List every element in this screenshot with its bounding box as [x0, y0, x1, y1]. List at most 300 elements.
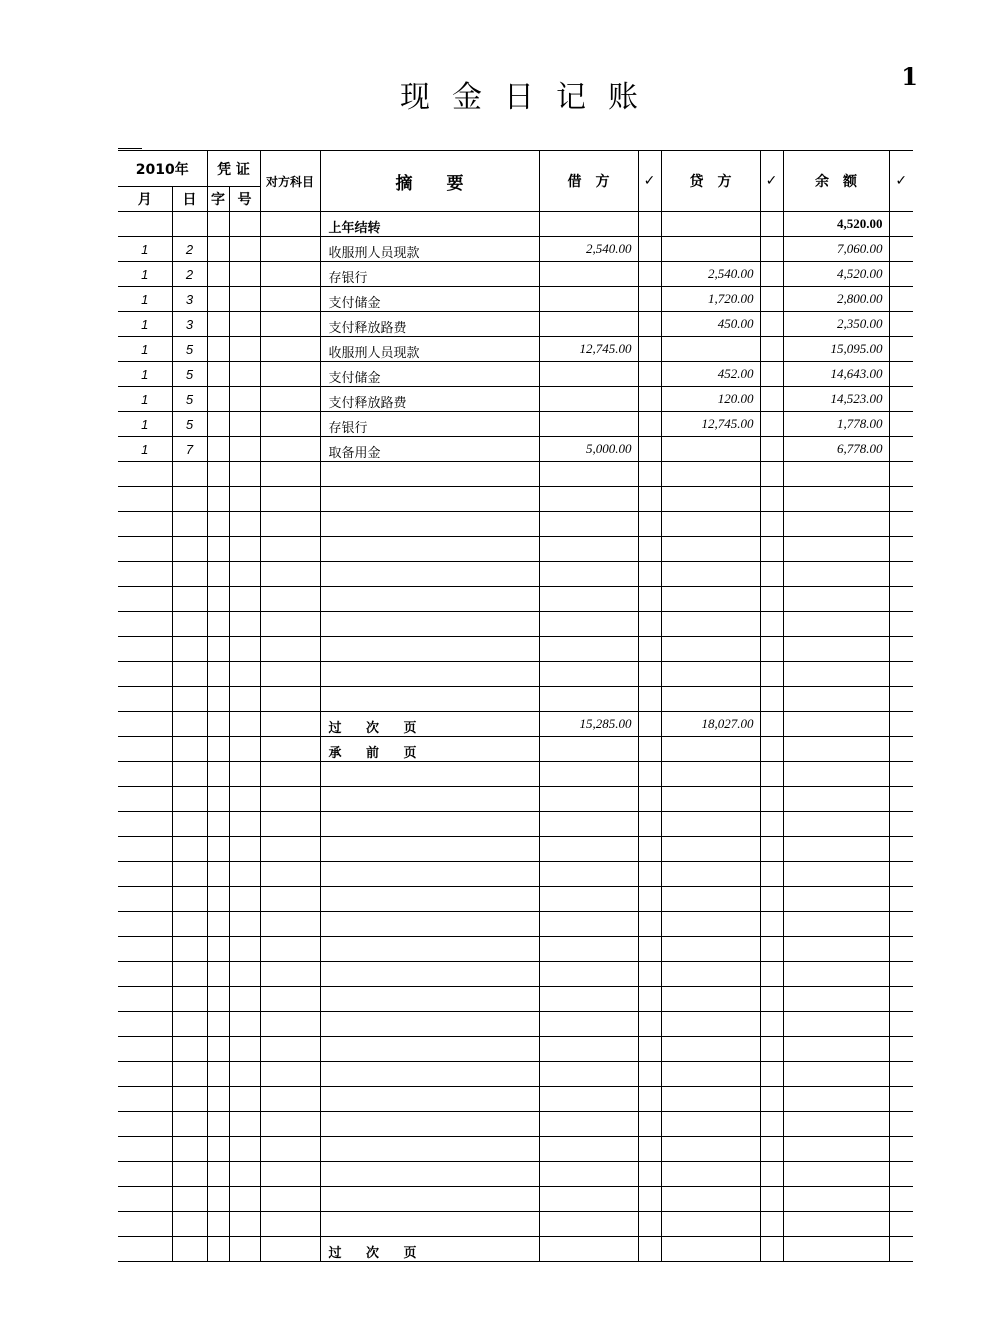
cell-debit: 2,540.00: [539, 237, 638, 262]
cell-voucher-no: [229, 1112, 260, 1137]
cell-month: [118, 962, 172, 987]
cell-month: [118, 787, 172, 812]
cell-voucher-no: [229, 912, 260, 937]
cell-voucher-no: [229, 787, 260, 812]
cell-debit: [539, 562, 638, 587]
cell-balance-check: [889, 812, 913, 837]
cell-credit-check: [760, 1112, 783, 1137]
cell-debit-check: [638, 1137, 661, 1162]
page-number: 1: [901, 62, 918, 91]
cell-counter-account: [260, 437, 320, 462]
cell-debit: [539, 737, 638, 762]
cell-voucher-no: [229, 762, 260, 787]
cell-credit-check: [760, 1212, 783, 1237]
cell-debit: [539, 1112, 638, 1137]
cell-credit: 18,027.00: [661, 712, 760, 737]
cell-voucher-type: [207, 1187, 229, 1212]
cell-month: [118, 1012, 172, 1037]
cell-debit: [539, 962, 638, 987]
cell-voucher-no: [229, 1212, 260, 1237]
cell-balance-check: [889, 787, 913, 812]
cell-credit: [661, 337, 760, 362]
cell-credit: [661, 762, 760, 787]
cell-balance: 2,800.00: [783, 287, 889, 312]
cell-voucher-type: [207, 237, 229, 262]
cell-summary: 支付储金: [320, 362, 539, 387]
cell-balance: 14,523.00: [783, 387, 889, 412]
cell-voucher-type: [207, 912, 229, 937]
cell-debit-check: [638, 762, 661, 787]
cell-balance-check: [889, 562, 913, 587]
cell-balance-check: [889, 937, 913, 962]
cell-day: [172, 662, 207, 687]
cell-voucher-no: [229, 487, 260, 512]
cell-month: 1: [118, 387, 172, 412]
cell-voucher-no: [229, 612, 260, 637]
blank-row: [118, 887, 913, 912]
cell-balance-check: [889, 662, 913, 687]
cell-voucher-no: [229, 262, 260, 287]
cell-month: [118, 987, 172, 1012]
cell-voucher-no: [229, 237, 260, 262]
cell-debit: [539, 287, 638, 312]
cell-credit-check: [760, 1087, 783, 1112]
cell-balance: [783, 1162, 889, 1187]
cell-balance-check: [889, 437, 913, 462]
cell-credit: [661, 587, 760, 612]
cell-voucher-no: [229, 1137, 260, 1162]
cell-credit-check: [760, 287, 783, 312]
cell-counter-account: [260, 1012, 320, 1037]
blank-row: [118, 912, 913, 937]
cell-debit: [539, 1087, 638, 1112]
cell-voucher-no: [229, 812, 260, 837]
cell-voucher-type: [207, 687, 229, 712]
cell-summary: [320, 612, 539, 637]
cell-month: 1: [118, 237, 172, 262]
cell-counter-account: [260, 1212, 320, 1237]
cell-credit: 450.00: [661, 312, 760, 337]
cell-day: [172, 1012, 207, 1037]
cell-credit-check: [760, 487, 783, 512]
cell-voucher-type: [207, 712, 229, 737]
cell-debit: [539, 387, 638, 412]
cell-summary: [320, 462, 539, 487]
cell-day: 5: [172, 337, 207, 362]
cell-balance-check: [889, 1237, 913, 1262]
cell-credit: [661, 212, 760, 237]
cell-voucher-type: [207, 587, 229, 612]
cell-voucher-type: [207, 562, 229, 587]
cell-summary: [320, 962, 539, 987]
cell-balance-check: [889, 962, 913, 987]
cell-balance: [783, 1187, 889, 1212]
cell-balance-check: [889, 987, 913, 1012]
blank-row: [118, 812, 913, 837]
cell-credit-check: [760, 237, 783, 262]
cell-day: [172, 637, 207, 662]
cell-voucher-no: [229, 437, 260, 462]
cell-debit: [539, 262, 638, 287]
cell-credit-check: [760, 987, 783, 1012]
cell-credit: [661, 1112, 760, 1137]
blank-row: [118, 1112, 913, 1137]
balance-header: 余 额: [783, 151, 889, 212]
cell-debit-check: [638, 587, 661, 612]
cell-month: 1: [118, 362, 172, 387]
cell-credit-check: [760, 612, 783, 637]
cell-balance-check: [889, 1112, 913, 1137]
cell-month: [118, 462, 172, 487]
cell-summary: [320, 687, 539, 712]
cell-debit: [539, 762, 638, 787]
month-header: 月: [118, 187, 172, 212]
cell-debit-check: [638, 662, 661, 687]
cell-debit: [539, 587, 638, 612]
cell-balance: [783, 812, 889, 837]
cell-day: [172, 1237, 207, 1262]
cell-balance-check: [889, 637, 913, 662]
cell-month: [118, 762, 172, 787]
cell-voucher-type: [207, 262, 229, 287]
entry-row: [118, 312, 913, 337]
cell-voucher-type: [207, 862, 229, 887]
cell-day: [172, 987, 207, 1012]
cell-credit-check: [760, 937, 783, 962]
cell-voucher-no: [229, 1062, 260, 1087]
cell-credit-check: [760, 762, 783, 787]
cell-counter-account: [260, 587, 320, 612]
cell-day: [172, 1087, 207, 1112]
cell-debit-check: [638, 462, 661, 487]
cell-credit-check: [760, 412, 783, 437]
cell-voucher-type: [207, 812, 229, 837]
carry-forward-row: [118, 712, 913, 737]
blank-row: [118, 987, 913, 1012]
cell-summary: 存银行: [320, 262, 539, 287]
cell-month: [118, 1087, 172, 1112]
cell-credit-check: [760, 1137, 783, 1162]
entry-row: [118, 262, 913, 287]
cell-credit-check: [760, 312, 783, 337]
cell-balance-check: [889, 1087, 913, 1112]
cell-balance-check: [889, 462, 913, 487]
cell-debit: [539, 537, 638, 562]
cell-credit: [661, 437, 760, 462]
entry-row: [118, 287, 913, 312]
cell-voucher-type: [207, 462, 229, 487]
cell-credit: [661, 1012, 760, 1037]
cell-day: [172, 937, 207, 962]
cell-debit-check: [638, 1037, 661, 1062]
cell-balance: [783, 737, 889, 762]
cell-voucher-type: [207, 987, 229, 1012]
cell-debit-check: [638, 387, 661, 412]
cell-month: 1: [118, 262, 172, 287]
cell-debit-check: [638, 637, 661, 662]
cell-debit: [539, 687, 638, 712]
cell-debit-check: [638, 812, 661, 837]
cell-counter-account: [260, 537, 320, 562]
cell-voucher-type: [207, 1087, 229, 1112]
cell-counter-account: [260, 662, 320, 687]
cell-voucher-type: [207, 212, 229, 237]
summary-header: 摘 要: [320, 151, 539, 212]
cell-day: [172, 462, 207, 487]
cell-summary: [320, 1212, 539, 1237]
cell-debit: [539, 312, 638, 337]
cell-credit: [661, 937, 760, 962]
cell-voucher-no: [229, 587, 260, 612]
cell-credit: [661, 1087, 760, 1112]
cell-voucher-type: [207, 1112, 229, 1137]
cell-day: [172, 812, 207, 837]
cell-credit: [661, 1062, 760, 1087]
cell-debit-check: [638, 337, 661, 362]
cell-balance-check: [889, 1137, 913, 1162]
cell-balance: [783, 837, 889, 862]
cell-balance: [783, 1212, 889, 1237]
cell-balance: [783, 937, 889, 962]
cell-day: [172, 1137, 207, 1162]
cell-voucher-no: [229, 562, 260, 587]
cell-voucher-no: [229, 987, 260, 1012]
cell-credit-check: [760, 737, 783, 762]
cell-balance: 1,778.00: [783, 412, 889, 437]
cell-voucher-no: [229, 937, 260, 962]
cell-voucher-no: [229, 1187, 260, 1212]
cell-credit-check: [760, 787, 783, 812]
cell-day: [172, 712, 207, 737]
cell-counter-account: [260, 912, 320, 937]
cell-balance: [783, 612, 889, 637]
cell-debit-check: [638, 262, 661, 287]
cell-summary: [320, 1037, 539, 1062]
cell-balance: [783, 687, 889, 712]
cell-voucher-type: [207, 537, 229, 562]
cell-debit-check: [638, 887, 661, 912]
cell-debit: [539, 487, 638, 512]
cell-credit: [661, 1187, 760, 1212]
cell-balance-check: [889, 312, 913, 337]
cell-voucher-type: [207, 337, 229, 362]
cell-debit-check: [638, 487, 661, 512]
blank-row: [118, 562, 913, 587]
ledger-table: [118, 150, 913, 1262]
cell-debit: [539, 812, 638, 837]
blank-row: [118, 637, 913, 662]
cell-day: [172, 962, 207, 987]
voucher-no-header: 号: [229, 187, 260, 212]
cell-counter-account: [260, 637, 320, 662]
cell-credit: [661, 1162, 760, 1187]
cell-credit: [661, 487, 760, 512]
cell-voucher-no: [229, 962, 260, 987]
cell-credit-check: [760, 1187, 783, 1212]
cell-voucher-no: [229, 387, 260, 412]
cell-counter-account: [260, 837, 320, 862]
cell-day: 2: [172, 237, 207, 262]
cell-credit: [661, 1237, 760, 1262]
cell-balance-check: [889, 1162, 913, 1187]
cell-summary: [320, 537, 539, 562]
cell-day: 3: [172, 312, 207, 337]
cell-voucher-no: [229, 837, 260, 862]
cell-debit: [539, 637, 638, 662]
cell-month: [118, 937, 172, 962]
cell-counter-account: [260, 987, 320, 1012]
cell-debit-check: [638, 937, 661, 962]
blank-row: [118, 1162, 913, 1187]
header-row-1: [118, 151, 913, 187]
cell-credit-check: [760, 837, 783, 862]
cell-summary: 支付释放路费: [320, 387, 539, 412]
cell-balance-check: [889, 262, 913, 287]
cell-voucher-type: [207, 387, 229, 412]
cell-balance: 7,060.00: [783, 237, 889, 262]
cell-day: 3: [172, 287, 207, 312]
cell-credit-check: [760, 437, 783, 462]
entry-row: [118, 387, 913, 412]
cell-credit-check: [760, 1037, 783, 1062]
cell-month: [118, 1037, 172, 1062]
cell-debit: 12,745.00: [539, 337, 638, 362]
cell-summary: [320, 787, 539, 812]
cell-summary: [320, 987, 539, 1012]
cell-voucher-no: [229, 362, 260, 387]
cell-summary: [320, 912, 539, 937]
cell-balance: [783, 537, 889, 562]
cell-debit-check: [638, 437, 661, 462]
header-rule: [118, 148, 142, 149]
cell-balance: [783, 1012, 889, 1037]
cell-debit: [539, 787, 638, 812]
cell-balance: 2,350.00: [783, 312, 889, 337]
cell-credit: [661, 737, 760, 762]
cell-balance: [783, 587, 889, 612]
cell-voucher-type: [207, 962, 229, 987]
cell-credit-check: [760, 862, 783, 887]
cell-balance-check: [889, 412, 913, 437]
cell-summary: [320, 1162, 539, 1187]
blank-row: [118, 1087, 913, 1112]
cell-balance: [783, 1237, 889, 1262]
cell-day: [172, 687, 207, 712]
cell-balance: [783, 637, 889, 662]
cell-month: [118, 687, 172, 712]
cell-month: [118, 612, 172, 637]
blank-row: [118, 1037, 913, 1062]
cell-credit: 120.00: [661, 387, 760, 412]
cell-balance-check: [889, 1062, 913, 1087]
cell-debit: [539, 1162, 638, 1187]
cell-summary: [320, 1137, 539, 1162]
cell-day: [172, 1187, 207, 1212]
cell-summary: [320, 812, 539, 837]
cell-credit-check: [760, 687, 783, 712]
cell-counter-account: [260, 1062, 320, 1087]
cell-day: [172, 1062, 207, 1087]
cell-debit: [539, 1187, 638, 1212]
cell-balance-check: [889, 1187, 913, 1212]
debit-check-header: ✓: [638, 151, 661, 212]
cell-credit-check: [760, 262, 783, 287]
cell-voucher-no: [229, 887, 260, 912]
cell-month: [118, 1137, 172, 1162]
cell-voucher-type: [207, 1162, 229, 1187]
cell-voucher-no: [229, 1237, 260, 1262]
cell-voucher-type: [207, 312, 229, 337]
blank-row: [118, 787, 913, 812]
cell-summary: [320, 1187, 539, 1212]
cell-balance: [783, 487, 889, 512]
cell-voucher-no: [229, 662, 260, 687]
cell-month: [118, 512, 172, 537]
cell-month: [118, 637, 172, 662]
cell-balance-check: [889, 337, 913, 362]
cell-counter-account: [260, 1037, 320, 1062]
cell-summary: [320, 562, 539, 587]
cell-balance: [783, 762, 889, 787]
cell-debit: [539, 1237, 638, 1262]
cell-counter-account: [260, 687, 320, 712]
cell-day: [172, 212, 207, 237]
cell-counter-account: [260, 812, 320, 837]
cell-balance-check: [889, 512, 913, 537]
cell-credit-check: [760, 462, 783, 487]
cell-day: [172, 887, 207, 912]
cell-day: [172, 562, 207, 587]
cell-balance: 14,643.00: [783, 362, 889, 387]
cell-summary: 上年结转: [320, 212, 539, 237]
cell-credit: 2,540.00: [661, 262, 760, 287]
cell-voucher-no: [229, 687, 260, 712]
cell-credit-check: [760, 362, 783, 387]
cell-balance-check: [889, 487, 913, 512]
blank-row: [118, 662, 913, 687]
cell-balance-check: [889, 387, 913, 412]
cell-month: 1: [118, 412, 172, 437]
cell-balance: [783, 1087, 889, 1112]
cell-month: [118, 1237, 172, 1262]
cell-credit: [661, 887, 760, 912]
cell-debit-check: [638, 1162, 661, 1187]
cell-voucher-type: [207, 887, 229, 912]
cell-credit-check: [760, 662, 783, 687]
cell-day: 7: [172, 437, 207, 462]
carry-forward-row-2: [118, 1237, 913, 1262]
cell-debit: [539, 1012, 638, 1037]
cell-debit: [539, 1137, 638, 1162]
cell-voucher-type: [207, 1012, 229, 1037]
cell-credit-check: [760, 1237, 783, 1262]
cell-debit-check: [638, 412, 661, 437]
cell-counter-account: [260, 512, 320, 537]
cell-summary: 过 次 页: [320, 1237, 539, 1262]
cell-day: [172, 537, 207, 562]
cell-balance-check: [889, 712, 913, 737]
cell-voucher-no: [229, 462, 260, 487]
cell-voucher-no: [229, 637, 260, 662]
entry-row: [118, 412, 913, 437]
cell-voucher-no: [229, 212, 260, 237]
year-header: 2010年: [118, 151, 207, 187]
cell-debit: [539, 887, 638, 912]
cell-counter-account: [260, 762, 320, 787]
cell-counter-account: [260, 787, 320, 812]
cell-voucher-type: [207, 437, 229, 462]
cell-debit-check: [638, 1212, 661, 1237]
